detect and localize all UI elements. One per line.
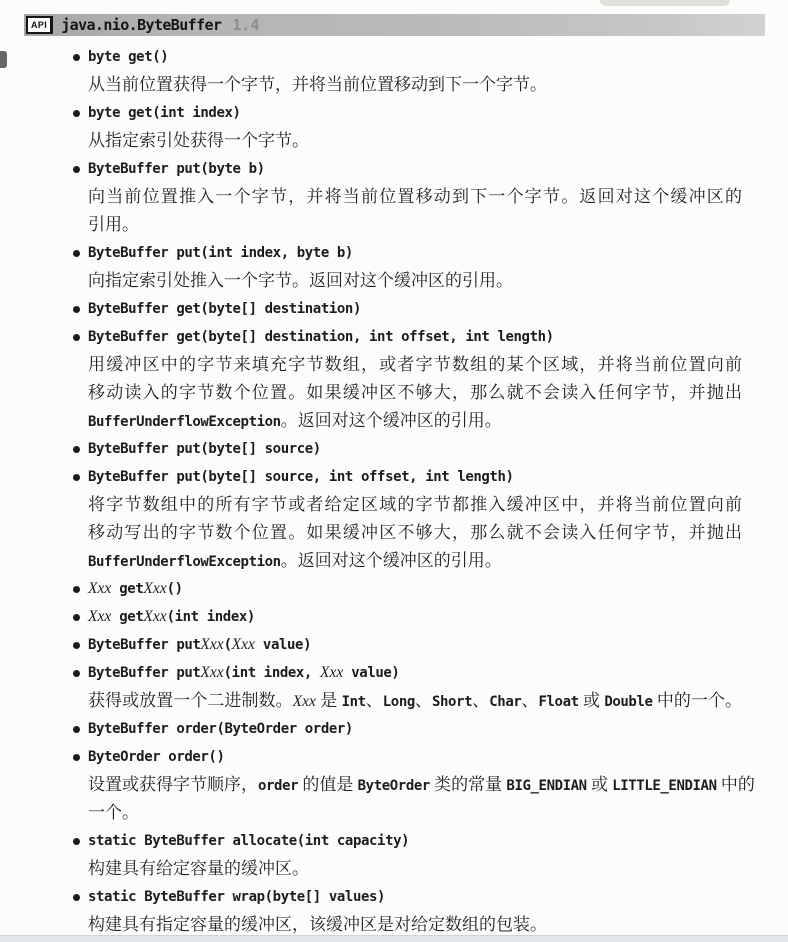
type-placeholder-text: Xxx	[143, 608, 167, 625]
api-description-line	[0, 407, 788, 435]
description-text: 构建具有指定容量的缓冲区，该缓冲区是对给定数组的包装。	[88, 915, 547, 934]
api-description-line	[0, 547, 788, 575]
code-text: Short	[432, 694, 473, 710]
description-text: 构建具有给定容量的缓冲区。	[88, 859, 309, 878]
description-text: 从指定索引处获得一个字节。	[88, 131, 309, 150]
api-description-line	[0, 687, 788, 715]
code-text: ByteOrder	[357, 778, 430, 794]
code-text: BIG_ENDIAN	[506, 778, 587, 794]
type-placeholder-text: Xxx	[231, 636, 255, 653]
description-text: 、	[365, 691, 383, 710]
page-bottom-edge	[0, 935, 788, 942]
bullet-icon	[73, 446, 80, 453]
code-text: Char	[489, 694, 522, 710]
api-header-bar	[24, 14, 765, 36]
api-badge	[26, 16, 53, 34]
code-text: Double	[604, 694, 653, 710]
api-method-line	[0, 575, 788, 603]
code-text: ByteBuffer put	[88, 637, 201, 653]
bullet-icon	[73, 334, 80, 341]
bullet-icon	[73, 54, 80, 61]
description-text: 移动写出的字节数个位置。如果缓冲区不够大，那么就不会读入任何字节，并抛出	[88, 523, 742, 542]
api-description-line	[0, 71, 788, 99]
code-text: ByteBuffer put(byte b)	[88, 161, 265, 177]
api-method-line	[0, 295, 788, 323]
api-method-line	[0, 659, 788, 687]
api-description-line	[0, 771, 788, 799]
bullet-icon	[73, 894, 80, 901]
type-placeholder-text: Xxx	[320, 664, 344, 681]
api-method-line	[0, 155, 788, 183]
api-badge-label: API	[31, 19, 48, 30]
bullet-icon	[73, 642, 80, 649]
description-text: 、	[472, 691, 490, 710]
description-text: 。返回对这个缓冲区的引用。	[280, 411, 502, 430]
bullet-icon	[73, 306, 80, 313]
api-method-list	[0, 43, 788, 939]
code-text: get	[111, 581, 144, 597]
code-text: ByteOrder order()	[88, 749, 225, 765]
description-text: 中的	[716, 775, 755, 794]
bullet-icon	[73, 166, 80, 173]
description-text: 中的一个。	[652, 691, 743, 710]
api-description-line	[0, 183, 788, 211]
api-description-line	[0, 491, 788, 519]
api-class-title: java.nio.ByteBuffer	[61, 16, 222, 34]
bullet-icon	[73, 474, 80, 481]
code-text: ()	[166, 581, 183, 597]
code-text: get	[111, 609, 144, 625]
description-text: 或	[586, 775, 613, 794]
description-text: 或	[578, 691, 605, 710]
code-text: byte get(int index)	[88, 105, 241, 121]
api-description-line	[0, 519, 788, 547]
code-text: ByteBuffer put(int index, byte b)	[88, 245, 353, 261]
api-method-line	[0, 239, 788, 267]
code-text: (int index)	[166, 609, 255, 625]
api-description-line	[0, 379, 788, 407]
api-method-line	[0, 883, 788, 911]
api-method-line	[0, 463, 788, 491]
description-text: 、	[521, 691, 539, 710]
code-text: Int	[341, 694, 366, 710]
description-text: 类的常量	[429, 775, 507, 794]
description-text: 是	[315, 691, 342, 710]
description-text: 、	[414, 691, 432, 710]
scan-smudge-top	[600, 0, 730, 6]
api-description-line	[0, 211, 788, 239]
description-text: 移动读入的字节数个位置。如果缓冲区不够大，那么就不会读入任何字节，并抛出	[88, 383, 742, 402]
code-text: LITTLE_ENDIAN	[612, 778, 717, 794]
api-description-line	[0, 351, 788, 379]
type-placeholder-text: Xxx	[88, 608, 112, 625]
api-method-line	[0, 743, 788, 771]
description-text: 的值是	[298, 775, 358, 794]
code-text: static ByteBuffer wrap(byte[] values)	[88, 889, 386, 905]
code-text: ByteBuffer get(byte[] destination)	[88, 301, 361, 317]
description-text: 获得或放置一个二进制数。	[88, 691, 293, 710]
code-text: ByteBuffer put(byte[] source)	[88, 441, 321, 457]
api-method-line	[0, 603, 788, 631]
type-placeholder-text: Xxx	[292, 693, 316, 710]
code-text: ByteBuffer order(ByteOrder order)	[88, 721, 353, 737]
api-method-line	[0, 323, 788, 351]
description-text: 向当前位置推入一个字节，并将当前位置移动到下一个字节。返回对这个缓冲区的	[88, 187, 742, 206]
description-text: 将字节数组中的所有字节或者给定区域的字节都推入缓冲区中，并将当前位置向前	[88, 495, 742, 514]
code-text: Float	[538, 694, 579, 710]
api-description-line	[0, 127, 788, 155]
api-version-label: 1.4	[232, 16, 260, 34]
code-text: value)	[343, 665, 400, 681]
bullet-icon	[73, 754, 80, 761]
description-text: 从当前位置获得一个字节，并将当前位置移动到下一个字节。	[88, 75, 547, 94]
bullet-icon	[73, 838, 80, 845]
api-method-line	[0, 435, 788, 463]
bullet-icon	[73, 614, 80, 621]
code-text: order	[258, 778, 299, 794]
code-text: value)	[254, 637, 312, 653]
api-method-line	[0, 631, 788, 659]
type-placeholder-text: Xxx	[200, 664, 224, 681]
code-text: ByteBuffer put	[88, 665, 201, 681]
code-text: byte get()	[88, 49, 169, 65]
description-text: 用缓冲区中的字节来填充字节数组，或者字节数组的某个区域，并将当前位置向前	[88, 355, 742, 374]
bullet-icon	[73, 726, 80, 733]
bullet-icon	[73, 670, 80, 677]
code-text: (	[223, 637, 232, 653]
api-method-line	[0, 43, 788, 71]
bullet-icon	[73, 250, 80, 257]
description-text: 一个。	[88, 803, 139, 822]
api-method-line	[0, 715, 788, 743]
code-text: static ByteBuffer allocate(int capacity)	[88, 833, 410, 849]
description-text: 。返回对这个缓冲区的引用。	[280, 551, 502, 570]
api-method-line	[0, 99, 788, 127]
code-text: ByteBuffer get(byte[] destination, int offset, int length)	[88, 329, 554, 345]
api-description-line	[0, 267, 788, 295]
type-placeholder-text: Xxx	[143, 580, 167, 597]
code-text: Long	[382, 694, 415, 710]
api-description-line	[0, 855, 788, 883]
api-description-line	[0, 799, 788, 827]
type-placeholder-text: Xxx	[200, 636, 224, 653]
code-text: (int index,	[223, 665, 320, 681]
code-text: ByteBuffer put(byte[] source, int offset, int length)	[88, 469, 514, 485]
description-text: 设置或获得字节顺序，	[88, 775, 258, 794]
code-text: BufferUnderflowException	[88, 554, 281, 570]
bullet-icon	[73, 110, 80, 117]
description-text: 向指定索引处推入一个字节。返回对这个缓冲区的引用。	[88, 271, 513, 290]
bullet-icon	[73, 586, 80, 593]
code-text: BufferUnderflowException	[88, 414, 281, 430]
api-method-line	[0, 827, 788, 855]
description-text: 引用。	[88, 215, 139, 234]
type-placeholder-text: Xxx	[88, 580, 112, 597]
